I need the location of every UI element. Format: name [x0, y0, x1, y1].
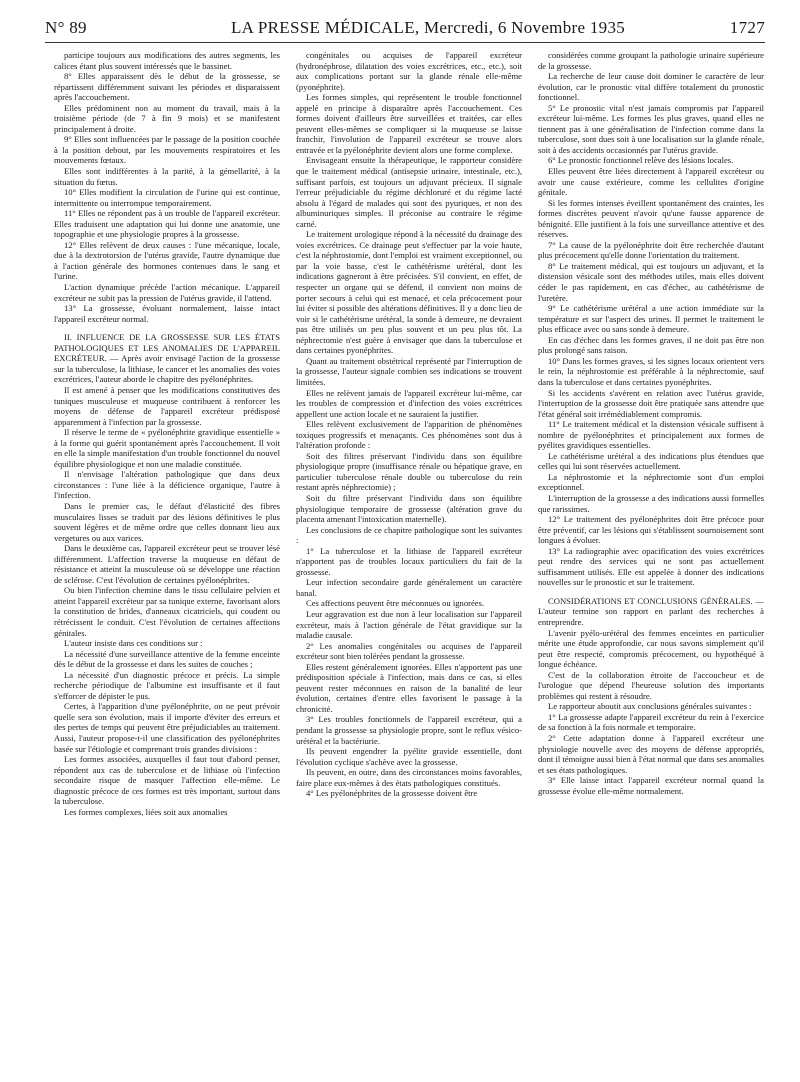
page-header — [45, 14, 765, 40]
paragraph: Le traitement urologique répond à la nécessité du drainage des voies excrétrices. Ce drainage peut s'effectuer par la voie haute, c'est la néphrostomie, dont l'emploi est vraiment exceptionnel, ou par la voie basse, c'est le cathétérisme urétéral, dont les indications gagneront à être précisées. S'il convient, en effet, de respecter un organe qui se défend, il convient non moins de porter secours à celui qui est menacé, et cela précocement pour lui éviter si possible des altérations définitives. Il y a donc lieu de voir si le cathétérisme urétéral, la sonde à demeure, ne devraient pas être utilisés un peu plus souvent et un peu plus tôt. La néphrectomie n'est guère à envisager que dans la tuberculose et dans certaines pyonéphrites. — [296, 229, 522, 356]
paragraph: Si les accidents s'avèrent en relation avec l'utérus gravide, l'interruption de la grossesse doit être pratiquée sans attendre que l'état général soit irrémédiablement compromis. — [538, 387, 764, 419]
paragraph: 12° Elles relèvent de deux causes : l'une mécanique, locale, due à la dextrotorsion de l'utérus gravide, l'autre dynamique due à l'action générale des hormones contenues dans le sang et l'urine. — [54, 239, 280, 282]
paragraph: participe toujours aux modifications des autres segments, les calices étant plus souvent intéressés que le bassinet. — [54, 50, 280, 71]
paragraph: 8° Le traitement médical, qui est toujours un adjuvant, et la distension vésicale sont des méthodes utiles, mais elles doivent céder le pas rapidement, en cas d'échec, au cathétérisme de l'uretère. — [538, 260, 764, 303]
paragraph: Ils peuvent, en outre, dans des circonstances moins favorables, faire place eux-mêmes à des états pathologiques constitués. — [296, 767, 522, 788]
paragraph: 3° Les troubles fonctionnels de l'appareil excréteur, qui a pendant la grossesse sa physiologie propre, sont le reflux vésico-urétéral et la bactériurie. — [296, 714, 522, 746]
paragraph: La nécessité d'un diagnostic précoce et précis. La simple recherche périodique de l'albumine est insuffisante et il faut s'efforcer de dépister le pus. — [54, 669, 280, 701]
paragraph: 8° Elles apparaissent dès le début de la grossesse, se répartissent différemment suivant les périodes et disparaissent après l'accouchement. — [54, 71, 280, 103]
paragraph: Le rapporteur aboutit aux conclusions générales suivantes : — [548, 701, 752, 712]
paragraph: L'auteur insiste dans ces conditions sur : — [64, 638, 203, 649]
paragraph: Elles relèvent exclusivement de l'apparition de phénomènes toxiques progressifs et menaçants. Ces phénomènes sont dus à l'altération profonde : — [296, 419, 522, 451]
paragraph: 1° La grossesse adapte l'appareil excréteur du rein à l'exercice de sa fonction à la fois normale et temporaire. — [538, 711, 764, 733]
paragraph: Soit des filtres préservant l'individu dans son équilibre physiologique propre (insuffisance rénale ou hépatique grave, en particulier tuberculose rénale double ou tuberculose du rein restant après néphrectomie) ; — [296, 450, 522, 493]
paragraph: L'avenir pyélo-urétéral des femmes enceintes en particulier mérite une étude approfondie, car nous savons simplement qu'il peut être respecté, compromis précocement, ou hypothéqué à longue échéance. — [538, 627, 764, 670]
paragraph: Elles restent généralement ignorées. Elles n'apportent pas une prédisposition spéciale à l'infection, mais dans ce cas, si elles peuvent rester méconnues en raison de la banalité de leur évolution, certaines d'entre elles favorisent le passage à la chronicité. — [296, 661, 522, 714]
paragraph: Leur aggravation est due non à leur localisation sur l'appareil excréteur, mais à l'action générale de l'état gravidique sur la maladie causale. — [296, 608, 522, 641]
paragraph: 13° La radiographie avec opacification des voies excrétrices peut rendre des services qui ne sont pas actuellement suffisamment utilisés. Elle est appelée à donner des indications nouvelles sur le pronostic et sur le traitement. — [538, 545, 764, 588]
paragraph: Ils peuvent engendrer la pyélite gravide essentielle, dont l'évolution cyclique s'achève avec la grossesse. — [296, 746, 522, 767]
paragraph: 1° La tuberculose et la lithiase de l'appareil excréteur n'apportent pas de troubles locaux particuliers du fait de la grossesse. — [296, 545, 522, 577]
paragraph: Les formes complexes, liées soit aux anomalies — [64, 806, 228, 817]
paragraph: considérées comme groupant la pathologie urinaire supérieure de la grossesse. — [538, 50, 764, 71]
paragraph: 12° Le traitement des pyélonéphrites doit être précoce pour être préventif, car les lésions qui s'établissent sournoisement sont longues à évoluer. — [538, 514, 764, 546]
paragraph: Dans le premier cas, le défaut d'élasticité des fibres musculaires lisses se traduit par des lésions définitives le plus souvent légères et de même ordre que celles donnant lieu aux vergetures ou aux varices. — [54, 500, 280, 543]
paragraph: Ou bien l'infection chemine dans le tissu cellulaire pelvien et atteint l'appareil excréteur par sa tunique externe, favorisant alors la constitution de brides, d'anneaux cicatriciels, qui coudent ou rétrécissent le conduit. C'est l'évolution de certaines affections génitales. — [54, 585, 280, 638]
paragraph: 11° Elles ne répondent pas à un trouble de l'appareil excréteur. Elles traduisent une adaptation qui lui donne une anatomie, une topographie et une physiologie propres à la grossesse. — [54, 208, 280, 240]
paragraph: L'interruption de la grossesse a des indications aussi formelles que rarissimes. — [538, 492, 764, 514]
paragraph: Quant au traitement obstétrical représenté par l'interruption de la grossesse, l'auteur signale combien ses indications se trouvent limitées. — [296, 355, 522, 387]
paragraph: En cas d'échec dans les formes graves, il ne doit pas être non plus prolongé sans raison. — [538, 334, 764, 356]
paragraph: Il réserve le terme de « pyélonéphrite gravidique essentielle » à la forme qui guérit spontanément après l'accouchement. Il voit en elle la simple manifestation d'un trouble fonctionnel du nouvel équilibre physiologique et non une maladie constituée. — [54, 427, 280, 469]
paragraph: Envisageant ensuite la thérapeutique, le rapporteur considère que le traitement médical (antisepsie urinaire, intestinale, etc.), suffisant parfois, est toujours un adjuvant précieux. Il signale l'erreur préjudiciable du régime déchloruré et du régime lacté absolu à l'égard de malades qui sont des pyuriques, et non des albuminuriques simples. Il préconise au contraire le régime carné. — [296, 155, 522, 229]
paragraph: Le cathétérisme urétéral a des indications plus étendues que celles qui lui sont réservées actuellement. — [538, 450, 764, 472]
header-rule — [45, 42, 765, 43]
column-middle — [296, 50, 522, 1076]
paragraph: 3° Elle laisse intact l'appareil excréteur normal quand la grossesse évolue elle-même normalement. — [538, 775, 764, 796]
paragraph: Elles sont indifférentes à la parité, à la gémellarité, à la situation du fœtus. — [54, 166, 280, 187]
paragraph: Les conclusions de ce chapitre pathologique sont les suivantes : — [296, 524, 522, 546]
paragraph: 5° Le pronostic vital n'est jamais compromis par l'appareil excréteur lui-même. Les formes les plus graves, quand elles ne tiennent pas à une généralisation de l'infection comme dans la tuberculose, sont dues soit à une localisation sur la glande rénale, soit à des accidents occasionnés par l'utérus gravide. — [538, 102, 764, 155]
paragraph: Il n'envisage l'altération pathologique que dans deux circonstances : l'une liée à la déficience organique, l'autre à l'infection. — [54, 469, 280, 501]
paragraph: La néphrostomie et la néphrectomie sont d'un emploi exceptionnel. — [538, 471, 764, 493]
paragraph: La nécessité d'une surveillance attentive de la femme enceinte dès le début de la grossesse et dans les suites de couches ; — [54, 648, 280, 670]
paragraph: La recherche de leur cause doit dominer le caractère de leur évolution, car le pronostic vital diffère totalement du pronostic fonctionnel. — [538, 71, 764, 103]
paragraph: CONSIDÉRATIONS ET CONCLUSIONS GÉNÉRALES. — L'auteur termine son rapport en parlant des recherches à entreprendre. — [538, 595, 764, 627]
paragraph: 10° Elles modifient la circulation de l'urine qui est continue, intermittente ou interrompue temporairement. — [54, 187, 280, 208]
paragraph: Si les formes intenses éveillent spontanément des craintes, les formes discrètes peuvent n'avoir qu'une fausse apparence de bénignité. Elle justifient à la fois une surveillance attentive et des réserves. — [538, 197, 764, 240]
paragraph: 9° Elles sont influencées par le passage de la position couchée à la position debout, par les mouvements respiratoires et les mouvements fœtaux. — [54, 134, 280, 166]
paragraph: Elles ne relèvent jamais de l'appareil excréteur lui-même, car les troubles de compression et d'infection des voies excrétrices appellent une action locale et ne sauraient la justifier. — [296, 387, 522, 419]
paragraph: Certes, à l'apparition d'une pyélonéphrite, on ne peut prévoir quelle sera son évolution, mais il importe d'éviter des erreurs et des pertes de temps qui peuvent être préjudiciables au traitement. Aussi, l'auteur propose-t-il une classification des pyélonéphrites basée sur l'étiologie et comprenant trois grandes divisions : — [54, 701, 280, 754]
paragraph: Soit du filtre préservant l'individu dans son équilibre physiologique temporaire de grossesse (altération grave du placenta amenant l'intoxication maternelle). — [296, 492, 522, 525]
column-left — [54, 50, 280, 1076]
paragraph: C'est de la collaboration étroite de l'accoucheur et de l'urologue que dépend l'heureuse solution des importants problèmes qui restent à résoudre. — [538, 669, 764, 701]
paragraph: Il est amené à penser que les modifications constitutives des tuniques musculeuse et muqueuse contribuent à renforcer les moyens de défense de l'appareil excréteur prédisposé apparemment à l'infection par la grossesse. — [54, 384, 280, 427]
paragraph: congénitales ou acquises de l'appareil excréteur (hydronéphrose, dilatation des voies excrétrices, etc., etc.), soit aux complications portant sur la glande rénale elle-même (pyonéphrite). — [296, 50, 522, 92]
paragraph: 4° Les pyélonéphrites de la grossesse doivent être — [306, 788, 478, 799]
paragraph: 10° Dans les formes graves, si les signes locaux orientent vers le rein, la néphrostomie est préférable à la néphrectomie, sauf dans la tuberculose et dans certaines pyonéphrites. — [538, 355, 764, 387]
page-number: 1727 — [729, 18, 765, 37]
paragraph: L'action dynamique précède l'action mécanique. L'appareil excréteur ne subit pas la pression de l'utérus gravide, il l'attend. — [54, 282, 280, 303]
issue-number: N° 89 — [45, 18, 87, 37]
paragraph: Les formes simples, qui représentent le trouble fonctionnel appelé en principe à disparaître après l'accouchement. Ces formes doivent d'ailleurs être surveillées et traitées, car elles peuvent elles-mêmes se compliquer si la muqueuse se laisse franchir, l'involution de l'appareil excréteur se trouve alors entravée et la pyélonéphrite devient alors une forme complexe. — [296, 92, 522, 155]
paragraph: II. INFLUENCE DE LA GROSSESSE SUR LES ÉTATS PATHOLOGIQUES ET LES ANOMALIES DE L'APPAREIL EXCRÉTEUR. — Après avoir envisagé l'action de la grossesse sur la tuberculose, la lithiase, le cancer et les anomalies des voies excrétrices, l'auteur aborde le chapitre des pyélonéphrites. — [54, 332, 280, 385]
paragraph: Dans le deuxième cas, l'appareil excréteur peut se trouver lésé différemment. L'affection traverse la muqueuse en défaut de résistance et atteint la musculeuse où se développe une réaction de sclérose. C'est l'évolution de certaines pyélonéphrites. — [54, 543, 280, 585]
article-body — [54, 50, 764, 1076]
paragraph: Elles prédominent non au moment du travail, mais à la troisième période (de 7 à fin 9 mois) et se manifestent principalement à droite. — [54, 102, 280, 134]
paragraph: 9° Le cathétérisme urétéral a une action immédiate sur la température et sur l'aspect des urines. Il permet le traitement le plus efficace avec ou sans sonde à demeure. — [538, 303, 764, 335]
paragraph: Les formes associées, auxquelles il faut tout d'abord penser, répondent aux cas de tuberculose et de lithiase où l'infection secondaire risque de masquer l'affection elle-même. Le diagnostic précoce de ces formes est très important, surtout dans la tuberculose. — [54, 754, 280, 807]
journal-title: LA PRESSE MÉDICALE, Mercredi, 6 Novembre 1935 — [231, 18, 626, 37]
paragraph: 13° La grossesse, évoluant normalement, laisse intact l'appareil excréteur normal. — [54, 303, 280, 324]
paragraph: 6° Le pronostic fonctionnel relève des lésions locales. — [548, 155, 734, 166]
paragraph: 2° Cette adaptation donne à l'appareil excréteur une physiologie nouvelle avec des moyens de défense appropriés, dont il témoigne aussi bien à l'état normal que dans ses anomalies et ses états pathologiques. — [538, 733, 764, 775]
column-right — [538, 50, 764, 1076]
paragraph: Ces affections peuvent être méconnues ou ignorées. — [306, 598, 485, 609]
paragraph: 2° Les anomalies congénitales ou acquises de l'appareil excréteur sont bien tolérées pendant la grossesse. — [296, 640, 522, 662]
paragraph: 11° Le traitement médical et la distension vésicale suffisent à nombre de pyélonéphrites et principalement aux formes de pyélites gravidiques essentielles. — [538, 419, 764, 451]
paragraph: Leur infection secondaire garde généralement un caractère banal. — [296, 577, 522, 598]
paragraph: 7° La cause de la pyélonéphrite doit être recherchée d'autant plus précocement qu'elle donne l'orientation du traitement. — [538, 239, 764, 261]
paragraph: Elles peuvent être liées directement à l'appareil excréteur ou avoir une cause extérieure, comme les cellulites d'origine génitale. — [538, 166, 764, 198]
